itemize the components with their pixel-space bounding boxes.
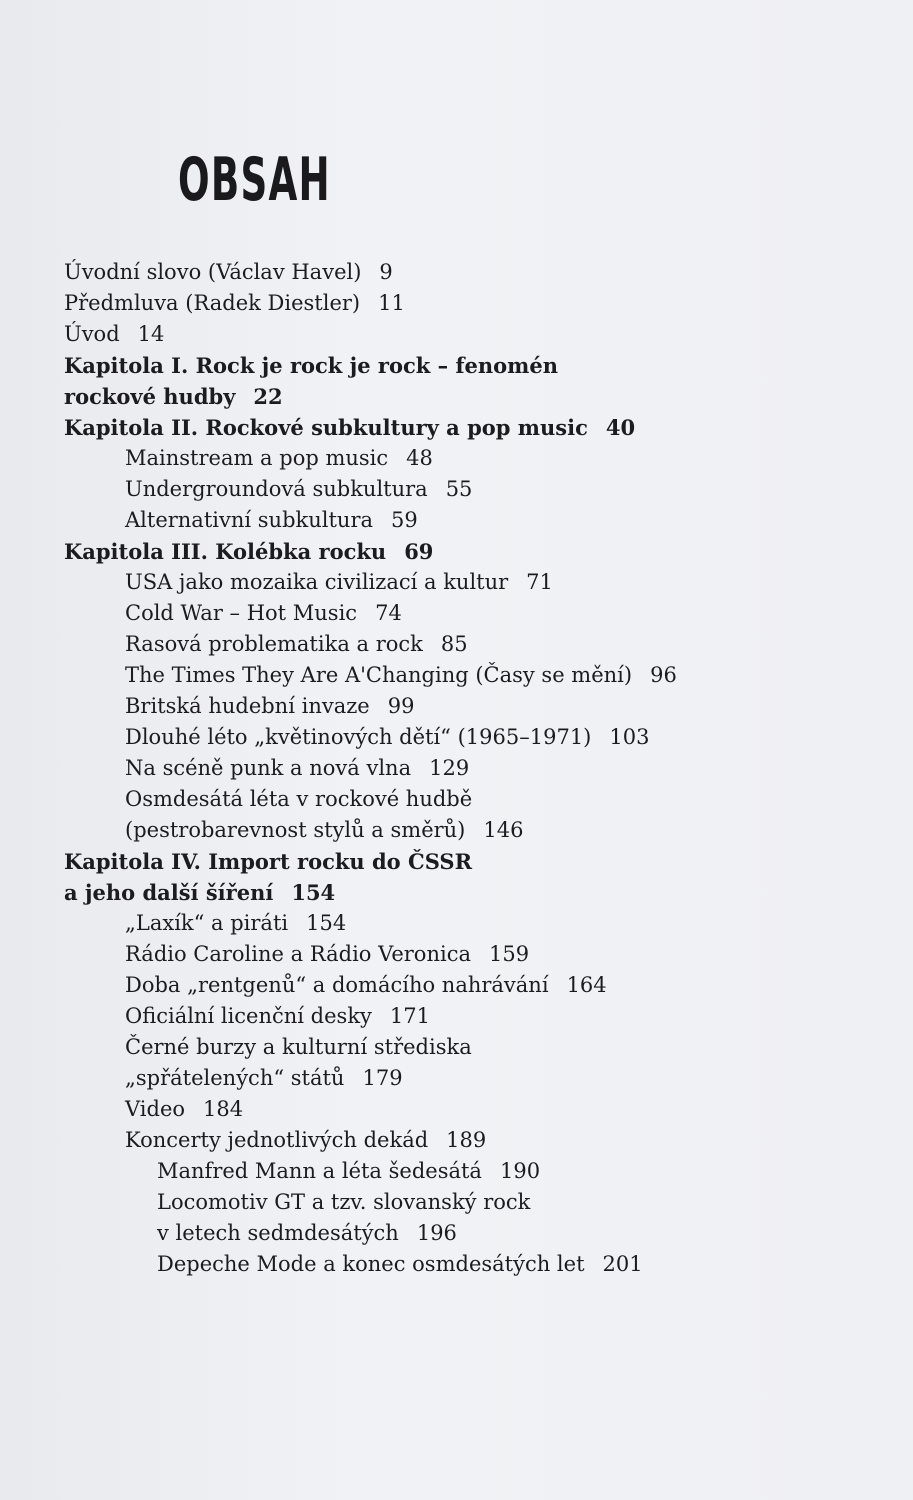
toc-entry-page: 196 xyxy=(416,1221,457,1245)
toc-entry-title: Britská hudební invaze xyxy=(125,694,370,718)
toc-entry-title: Kapitola II. Rockové subkultury a pop music xyxy=(64,415,588,440)
toc-entry-page: 154 xyxy=(306,911,347,935)
toc-entry-page: 9 xyxy=(379,260,393,284)
toc-entry-page: 201 xyxy=(602,1252,643,1276)
toc-entry-page: 164 xyxy=(566,973,607,997)
toc-entry xyxy=(64,877,884,908)
toc-entry xyxy=(64,350,884,381)
toc-entry xyxy=(64,815,884,846)
toc-entry xyxy=(64,1156,884,1187)
toc-entry-title: The Times They Are A'Changing (Časy se mění) xyxy=(125,663,633,687)
toc-entry-page: 179 xyxy=(362,1066,403,1090)
toc-entry-page: 48 xyxy=(406,446,433,470)
toc-entry-page: 69 xyxy=(404,539,434,564)
toc-entry-title: Na scéně punk a nová vlna xyxy=(125,756,412,780)
toc-entry-page: 154 xyxy=(291,880,336,905)
toc-entry xyxy=(64,319,884,350)
toc-entry-page: 59 xyxy=(391,508,418,532)
toc-entry xyxy=(64,288,884,319)
toc-entry xyxy=(64,1187,884,1218)
toc-entry-page: 11 xyxy=(378,291,405,315)
toc-entry xyxy=(64,908,884,939)
toc-entry xyxy=(64,753,884,784)
toc-entry-page: 55 xyxy=(445,477,473,501)
toc-entry-title: Úvodní slovo (Václav Havel) xyxy=(64,260,362,284)
toc-entry-title: Předmluva (Radek Diestler) xyxy=(64,291,361,315)
toc-entry xyxy=(64,381,884,412)
toc-entry-page: 40 xyxy=(605,415,636,440)
toc-entry-title: Koncerty jednotlivých dekád xyxy=(125,1128,429,1152)
toc-entry xyxy=(64,505,884,536)
toc-entry-title: Doba „rentgenů“ a domácího nahrávání xyxy=(125,973,549,997)
toc-entry-title: Locomotiv GT a tzv. slovanský rock xyxy=(157,1190,531,1214)
toc-entry xyxy=(64,1094,884,1125)
toc-entry xyxy=(64,443,884,474)
toc-entry-page: 171 xyxy=(389,1004,431,1028)
toc-entry xyxy=(64,257,884,288)
toc-entry-title: Osmdesátá léta v rockové hudbě xyxy=(125,787,473,811)
toc-entry-title: Oficiální licenční desky xyxy=(125,1004,372,1028)
toc-entry-title: USA jako mozaika civilizací a kultur xyxy=(125,570,509,594)
toc-entry-page: 74 xyxy=(375,601,402,625)
toc-entry xyxy=(64,1032,884,1063)
toc-entry-title: Manfred Mann a léta šedesátá xyxy=(157,1159,482,1183)
toc-entry-title: Kapitola IV. Import rocku do ČSSR xyxy=(64,849,473,874)
toc-entry-page: 14 xyxy=(137,322,165,346)
toc-entry xyxy=(64,660,884,691)
toc-entry-page: 159 xyxy=(488,942,530,966)
toc-entry xyxy=(64,1125,884,1156)
toc-entry-title: Rádio Caroline a Rádio Veronica xyxy=(125,942,471,966)
toc-entry-title: Cold War – Hot Music xyxy=(125,601,358,625)
toc-entry-title: Video xyxy=(125,1097,186,1121)
toc-entry-page: 184 xyxy=(203,1097,244,1121)
toc-entry-page: 190 xyxy=(499,1159,541,1183)
toc-entry-title: Kapitola I. Rock je rock je rock – fenomén xyxy=(64,353,558,378)
toc-entry-page: 99 xyxy=(387,694,415,718)
toc-entry-title: Rasová problematika a rock xyxy=(125,632,423,656)
toc-entry-title: rockové hudby xyxy=(64,384,236,409)
toc-entry xyxy=(64,598,884,629)
toc-entry xyxy=(64,536,884,567)
toc-entry xyxy=(64,1249,884,1280)
toc-entry-title: v letech sedmdesátých xyxy=(157,1221,399,1245)
toc-entry-title: Depeche Mode a konec osmdesátých let xyxy=(157,1252,585,1276)
toc-entry xyxy=(64,722,884,753)
toc-entry-title: „Laxík“ a piráti xyxy=(125,911,289,935)
toc-entry xyxy=(64,1001,884,1032)
toc-entry xyxy=(64,629,884,660)
toc-entry-title: Undergroundová subkultura xyxy=(125,477,428,501)
toc-entry-title: (pestrobarevnost stylů a směrů) xyxy=(125,818,466,842)
toc-entry-title: a jeho další šíření xyxy=(64,880,274,905)
toc-entry-page: 103 xyxy=(609,725,650,749)
toc-entry xyxy=(64,1063,884,1094)
toc-entry-title: Mainstream a pop music xyxy=(125,446,389,470)
table-of-contents xyxy=(64,257,884,1280)
page-title: OBSAH xyxy=(178,145,331,215)
toc-entry-page: 96 xyxy=(650,663,677,687)
toc-entry-page: 189 xyxy=(446,1128,487,1152)
toc-entry-title: „spřátelených“ států xyxy=(125,1066,345,1090)
toc-entry xyxy=(64,474,884,505)
toc-entry xyxy=(64,567,884,598)
toc-entry-title: Alternativní subkultura xyxy=(125,508,374,532)
toc-entry-page: 146 xyxy=(483,818,524,842)
toc-entry-page: 129 xyxy=(429,756,470,780)
toc-entry xyxy=(64,784,884,815)
toc-entry xyxy=(64,691,884,722)
toc-entry xyxy=(64,970,884,1001)
toc-entry xyxy=(64,412,884,443)
toc-entry xyxy=(64,846,884,877)
toc-entry-page: 22 xyxy=(253,384,283,409)
toc-entry-title: Dlouhé léto „květinových dětí“ (1965–1971) xyxy=(125,725,592,749)
toc-entry xyxy=(64,939,884,970)
toc-entry-title: Kapitola III. Kolébka rocku xyxy=(64,539,387,564)
toc-entry-page: 71 xyxy=(526,570,553,594)
toc-entry-page: 85 xyxy=(440,632,468,656)
toc-entry-title: Úvod xyxy=(64,322,120,346)
toc-entry xyxy=(64,1218,884,1249)
toc-entry-title: Černé burzy a kulturní střediska xyxy=(125,1035,472,1059)
